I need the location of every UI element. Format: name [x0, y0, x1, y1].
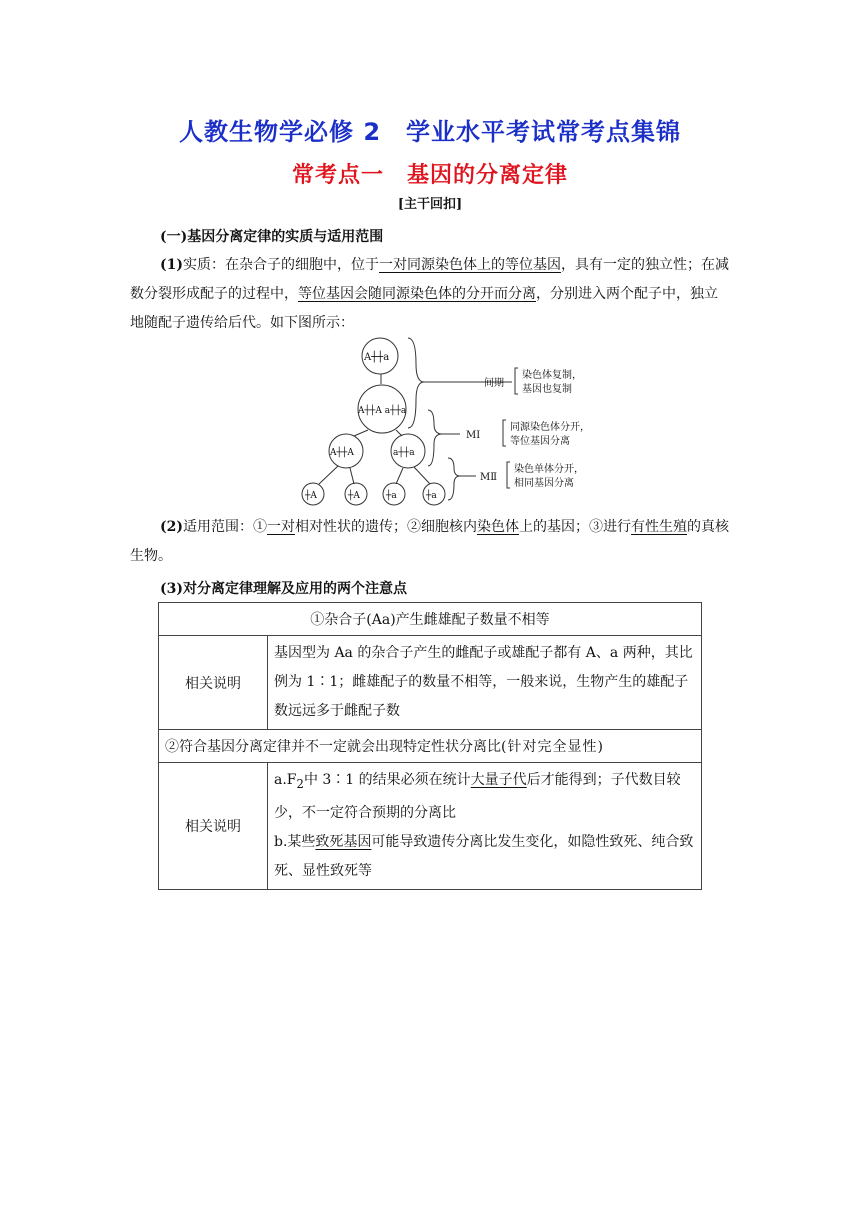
para-label: (1) — [160, 257, 183, 273]
text: 后才能得到；子代数目较少，不一定符合预期的分离比 — [274, 772, 681, 821]
text: 实质：在杂合子的细胞中，位于 — [183, 257, 379, 273]
stage-desc: 染色体复制， — [522, 370, 582, 381]
table-label: 相关说明 — [159, 763, 268, 890]
header-text: ②符合基因分离定律并不一定就会出现特定性状分离比 — [165, 739, 501, 755]
underlined-term: 一对 — [267, 519, 295, 535]
paragraph-essence — [130, 251, 730, 338]
table-cell: 基因型为 Aa 的杂合子产生的雌配子或雄配子都有 A、a 两种，其比例为 1∶1；雌雄配子的数量不相等，一般来说，生物产生的雄配子数远远多于雌配子数 — [268, 636, 702, 730]
paragraph-scope — [130, 513, 730, 571]
cell-label: A┼┼a — [364, 352, 390, 363]
stage-label-m1: MⅠ — [466, 430, 481, 441]
header-note: (针对完全显性) — [501, 739, 604, 755]
text: 适用范围：① — [183, 519, 267, 535]
text: 的真核生物。 — [130, 519, 729, 564]
subsection-heading: (3)对分离定律理解及应用的两个注意点 — [160, 581, 407, 597]
table-row — [159, 603, 702, 636]
notes-table — [158, 602, 702, 890]
gamete-label: ┼A — [305, 491, 317, 501]
text: 可能导致遗传分离比发生变化，如隐性致死、纯合致死、显性致死等 — [274, 833, 694, 879]
document-title: 人教生物学必修 2 学业水平考试常考点集锦 — [178, 118, 682, 146]
table-row — [159, 763, 702, 890]
underlined-term: 大量子代 — [470, 772, 527, 788]
stage-label-m2: MⅡ — [480, 472, 498, 483]
cell-label: a┼┼a — [393, 448, 415, 458]
cell-label: A┼┼A — [330, 448, 354, 458]
note-b — [274, 828, 695, 886]
underlined-term: 等位基因会随同源染色体的分开而分离 — [298, 286, 536, 302]
underlined-term: 致死基因 — [315, 833, 372, 850]
text: 中 3∶1 的结果必须在统计 — [303, 772, 471, 788]
section-label: [主干回扣] — [397, 197, 463, 212]
gamete-label: ┼A — [348, 491, 360, 501]
text: b.某些 — [274, 833, 316, 850]
table-header: ①杂合子(Aa)产生雌雄配子数量不相等 — [159, 603, 702, 636]
text: 上的基因；③进行 — [519, 519, 631, 535]
cell-label: A┼┼A a┼┼a — [358, 406, 407, 416]
note-a — [274, 766, 695, 828]
text: ，分别进入两个配子中，独立地随配子遗传给后代。如下图所示： — [130, 286, 718, 331]
stage-desc: 同源染色体分开， — [510, 422, 590, 433]
table-header — [159, 730, 702, 763]
underlined-term: 有性生殖 — [631, 519, 687, 535]
meiosis-diagram — [290, 334, 610, 510]
gamete-label: ┼a — [426, 491, 437, 501]
subscript: 2 — [296, 776, 304, 791]
section-heading: (一)基因分离定律的实质与适用范围 — [160, 229, 384, 245]
text: 相对性状的遗传；②细胞核内 — [295, 519, 477, 535]
stage-desc: 等位基因分离 — [510, 436, 570, 447]
stage-desc: 染色单体分开， — [514, 464, 584, 475]
underlined-term: 染色体 — [477, 519, 519, 535]
table-cell — [268, 763, 702, 890]
text: ，具有一定的独立性；在减数分裂形成配子的过程中， — [130, 257, 729, 302]
table-label: 相关说明 — [159, 636, 268, 730]
stage-desc: 基因也复制 — [522, 384, 572, 395]
table-row — [159, 636, 702, 730]
stage-desc: 相同基因分离 — [514, 478, 574, 489]
stage-label-interphase: 间期 — [484, 378, 504, 389]
text: a.F — [274, 772, 297, 788]
para-label: (2) — [160, 519, 183, 535]
document-subtitle: 常考点一 基因的分离定律 — [291, 163, 568, 188]
gamete-label: ┼a — [386, 491, 397, 501]
underlined-term: 一对同源染色体上的等位基因 — [379, 257, 561, 273]
table-row — [159, 730, 702, 763]
